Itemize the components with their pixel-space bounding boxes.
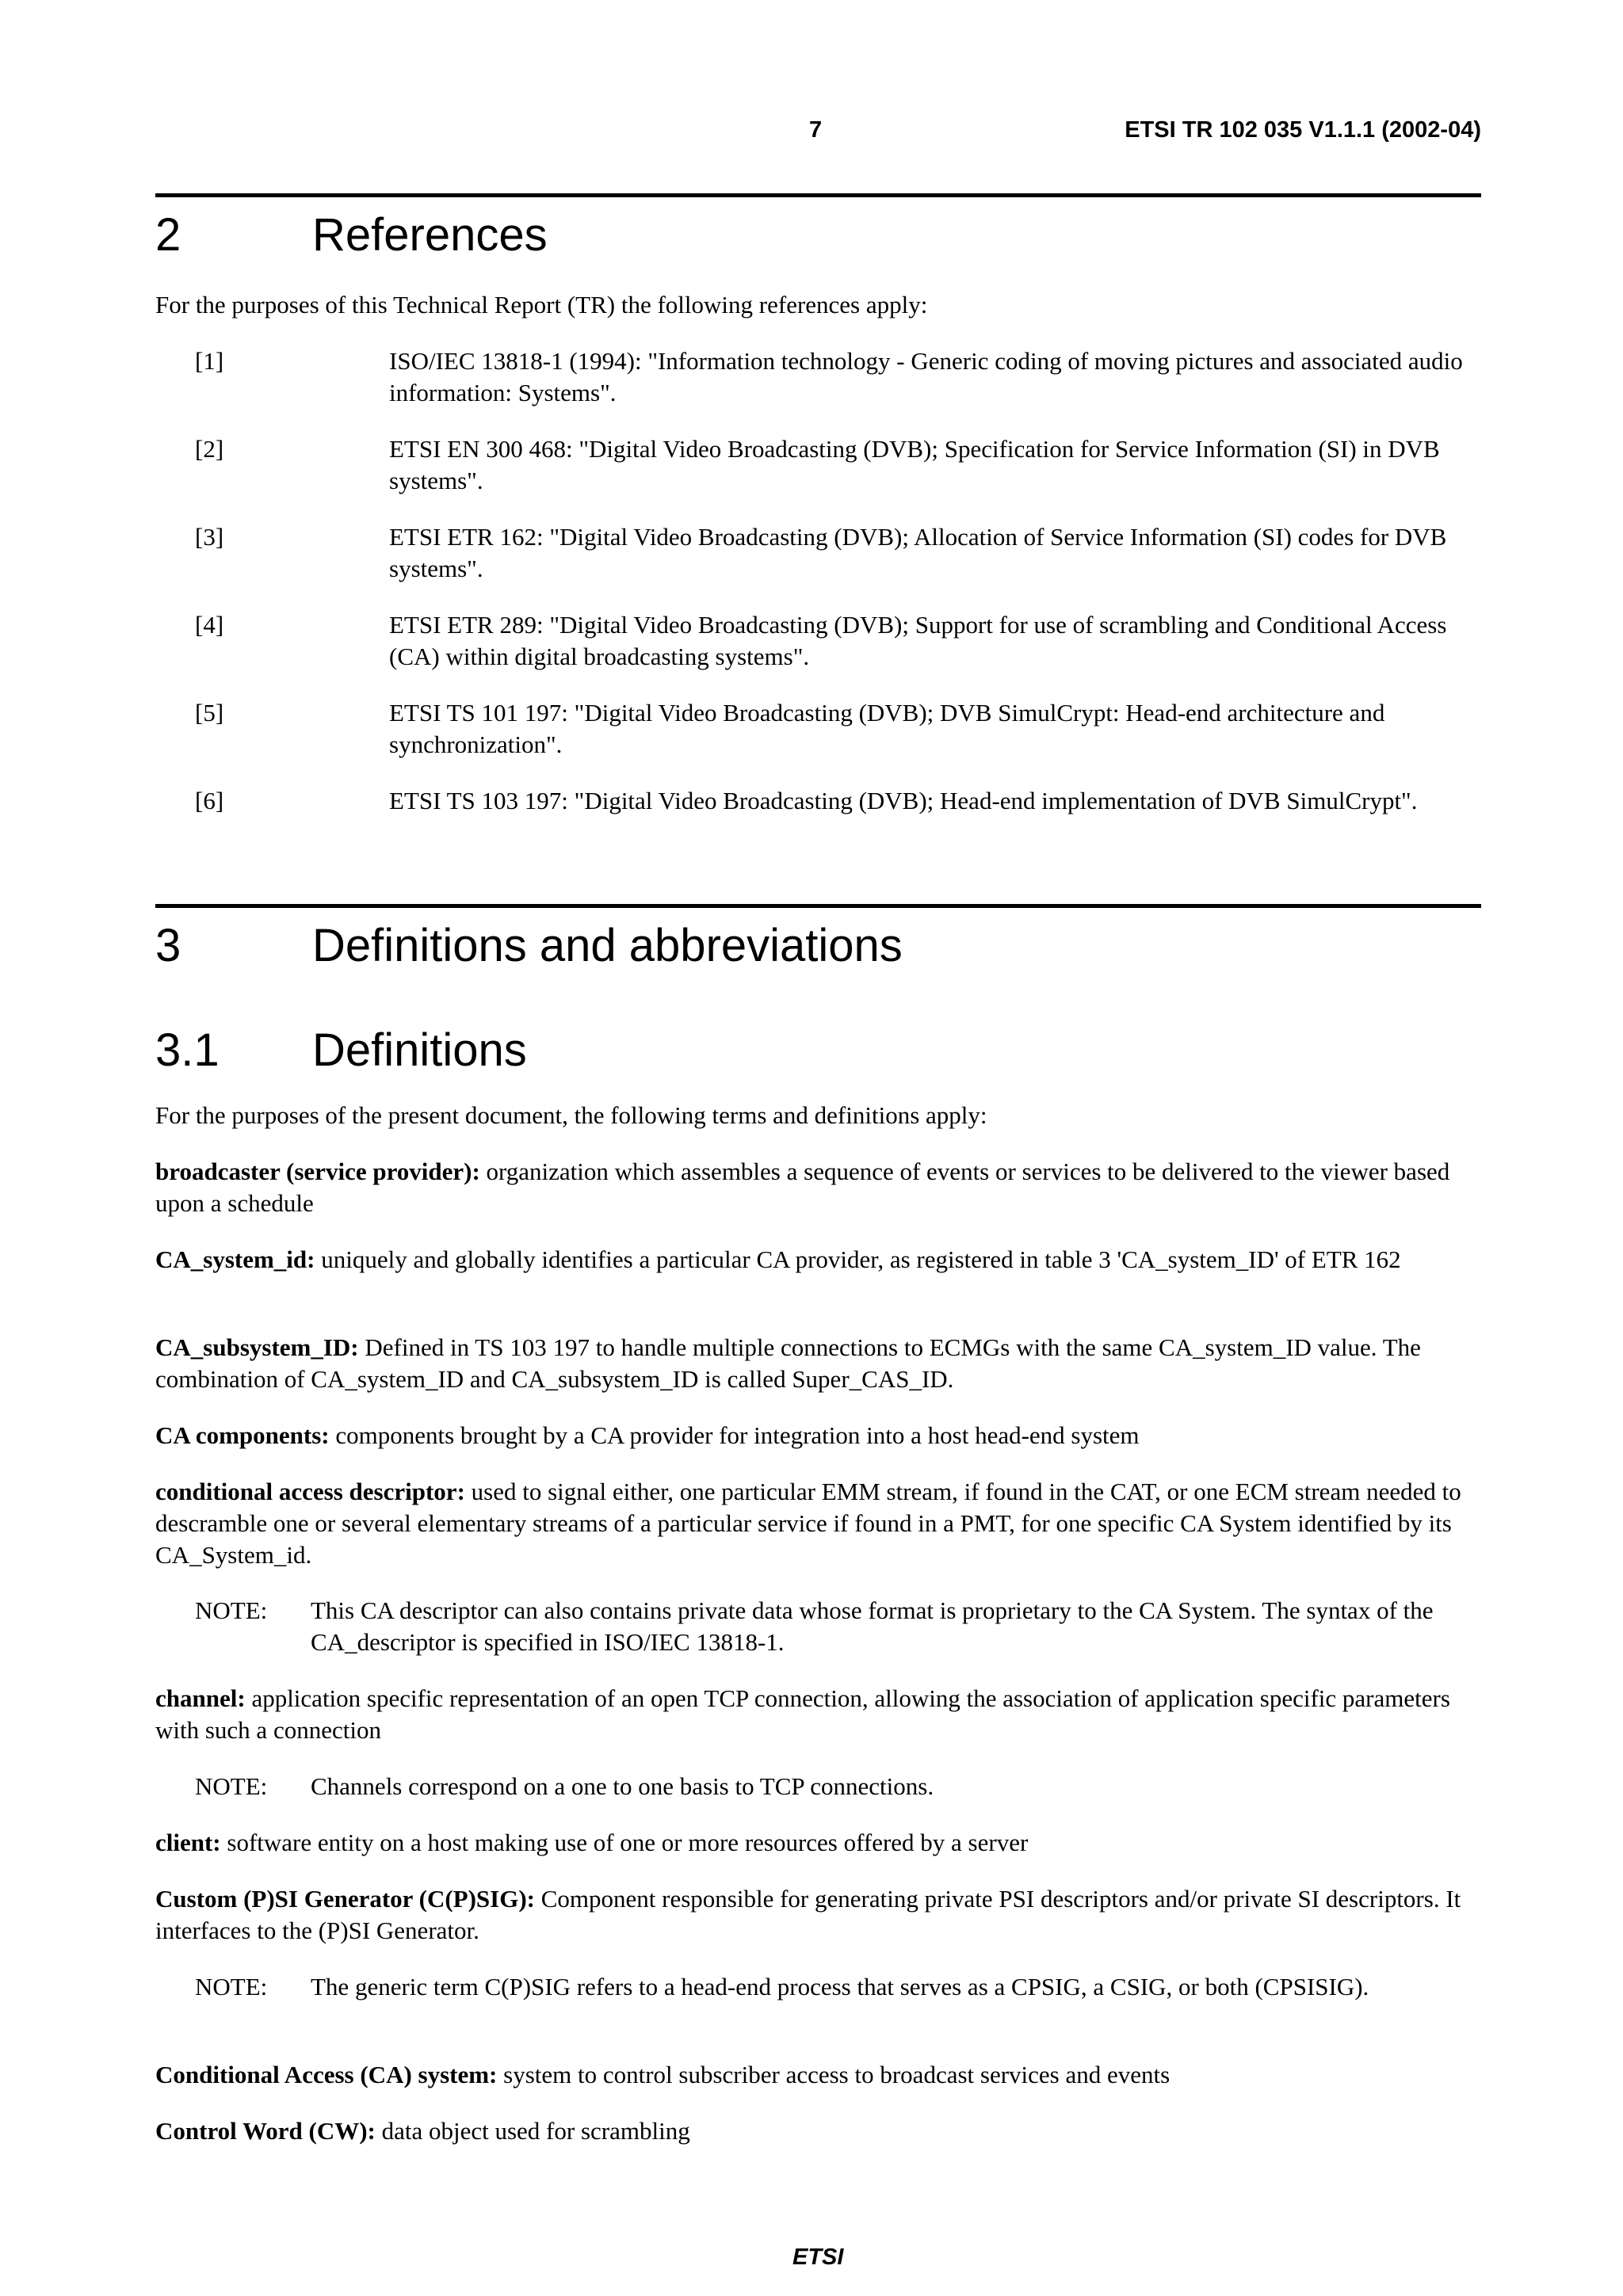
definition-term: broadcaster (service provider): <box>155 1158 480 1185</box>
reference-tag: [4] <box>195 611 224 639</box>
definition-item <box>155 1683 1487 1746</box>
definition-item <box>155 2059 1487 2091</box>
footer-etsi: ETSI <box>792 2245 844 2270</box>
section-number: 3 <box>155 920 181 971</box>
note-label: NOTE: <box>195 1973 268 2000</box>
reference-tag: [3] <box>195 523 224 551</box>
definition-item <box>155 1476 1487 1571</box>
definition-term: Custom (P)SI Generator (C(P)SIG): <box>155 1885 535 1913</box>
reference-tag: [6] <box>195 787 224 814</box>
definition-item <box>155 1332 1487 1395</box>
subsection-number: 3.1 <box>155 1024 220 1076</box>
definition-text: Component responsible for generating private PSI descriptors and/or private SI descriptors. It interfaces to the (P)SI Generator. <box>155 1885 1461 1944</box>
definition-item <box>155 1420 1487 1451</box>
definition-text: application specific representation of an open TCP connection, allowing the association of application specific parameters with such a connection <box>155 1684 1450 1744</box>
definition-text: software entity on a host making use of one or more resources offered by a server <box>220 1829 1029 1856</box>
reference-tag: [1] <box>195 347 224 375</box>
definition-item <box>155 1827 1487 1859</box>
note-label: NOTE: <box>195 1772 268 1800</box>
subsection-title: Definitions <box>312 1024 527 1076</box>
definition-term: CA_system_id: <box>155 1245 315 1273</box>
reference-text: ETSI ETR 289: "Digital Video Broadcasting (DVB); Support for use of scrambling and Conditional Access (CA) within digital broadcasting systems". <box>389 611 1447 670</box>
definition-text: used to signal either, one particular EMM stream, if found in the CAT, or one ECM stream needed to descramble one or several elementary streams of a particular service if found in a PMT, for one specific CA System identified by its CA_System_id. <box>155 1478 1461 1569</box>
reference-text: ETSI TS 103 197: "Digital Video Broadcasting (DVB); Head-end implementation of DVB SimulCrypt". <box>389 787 1418 814</box>
section-rule <box>155 904 1481 908</box>
definition-text: data object used for scrambling <box>375 2117 690 2145</box>
definition-term: CA_subsystem_ID: <box>155 1333 359 1361</box>
definition-term: client: <box>155 1829 221 1856</box>
references-intro: For the purposes of this Technical Report (TR) the following references apply: <box>155 291 928 318</box>
definition-item <box>155 1244 1487 1276</box>
definition-term: CA components: <box>155 1421 330 1449</box>
reference-tag: [5] <box>195 699 224 727</box>
definitions-intro: For the purposes of the present document, the following terms and definitions apply: <box>155 1101 987 1129</box>
reference-text: ETSI ETR 162: "Digital Video Broadcasting (DVB); Allocation of Service Information (SI) codes for DVB systems". <box>389 523 1447 582</box>
definition-item <box>155 1883 1487 1947</box>
section-number: 2 <box>155 209 181 261</box>
section-title: Definitions and abbreviations <box>312 920 903 971</box>
definition-text: organization which assembles a sequence of events or services to be delivered to the viewer based upon a schedule <box>155 1158 1450 1217</box>
note-text: Channels correspond on a one to one basis to TCP connections. <box>311 1772 934 1800</box>
definition-text: uniquely and globally identifies a particular CA provider, as registered in table 3 'CA_system_ID' of ETR 162 <box>315 1245 1401 1273</box>
definition-term: channel: <box>155 1684 246 1712</box>
reference-text: ISO/IEC 13818-1 (1994): "Information technology - Generic coding of moving pictures and associated audio information: Systems". <box>389 347 1463 406</box>
section-rule <box>155 193 1481 197</box>
document-id: ETSI TR 102 035 V1.1.1 (2002-04) <box>1125 117 1481 143</box>
reference-text: ETSI EN 300 468: "Digital Video Broadcasting (DVB); Specification for Service Information (SI) in DVB systems". <box>389 435 1440 494</box>
definition-text: components brought by a CA provider for integration into a host head-end system <box>329 1421 1140 1449</box>
page-number: 7 <box>809 117 823 143</box>
definition-item <box>155 1156 1487 1219</box>
note-text: This CA descriptor can also contains private data whose format is proprietary to the CA System. The syntax of the CA_descriptor is specified in ISO/IEC 13818-1. <box>311 1596 1434 1656</box>
reference-text: ETSI TS 101 197: "Digital Video Broadcasting (DVB); DVB SimulCrypt: Head-end architecture and synchronization". <box>389 699 1385 758</box>
definition-term: conditional access descriptor: <box>155 1478 465 1505</box>
reference-tag: [2] <box>195 435 224 463</box>
definition-term: Control Word (CW): <box>155 2117 376 2145</box>
note-text: The generic term C(P)SIG refers to a head-end process that serves as a CPSIG, a CSIG, or both (CPSISIG). <box>311 1973 1369 2000</box>
definition-term: Conditional Access (CA) system: <box>155 2061 498 2088</box>
definition-text: Defined in TS 103 197 to handle multiple connections to ECMGs with the same CA_system_ID value. The combination of CA_system_ID and CA_subsystem_ID is called Super_CAS_ID. <box>155 1333 1421 1393</box>
note-label: NOTE: <box>195 1596 268 1624</box>
section-title: References <box>312 209 548 261</box>
definition-item <box>155 2115 1487 2147</box>
definition-text: system to control subscriber access to broadcast services and events <box>497 2061 1170 2088</box>
